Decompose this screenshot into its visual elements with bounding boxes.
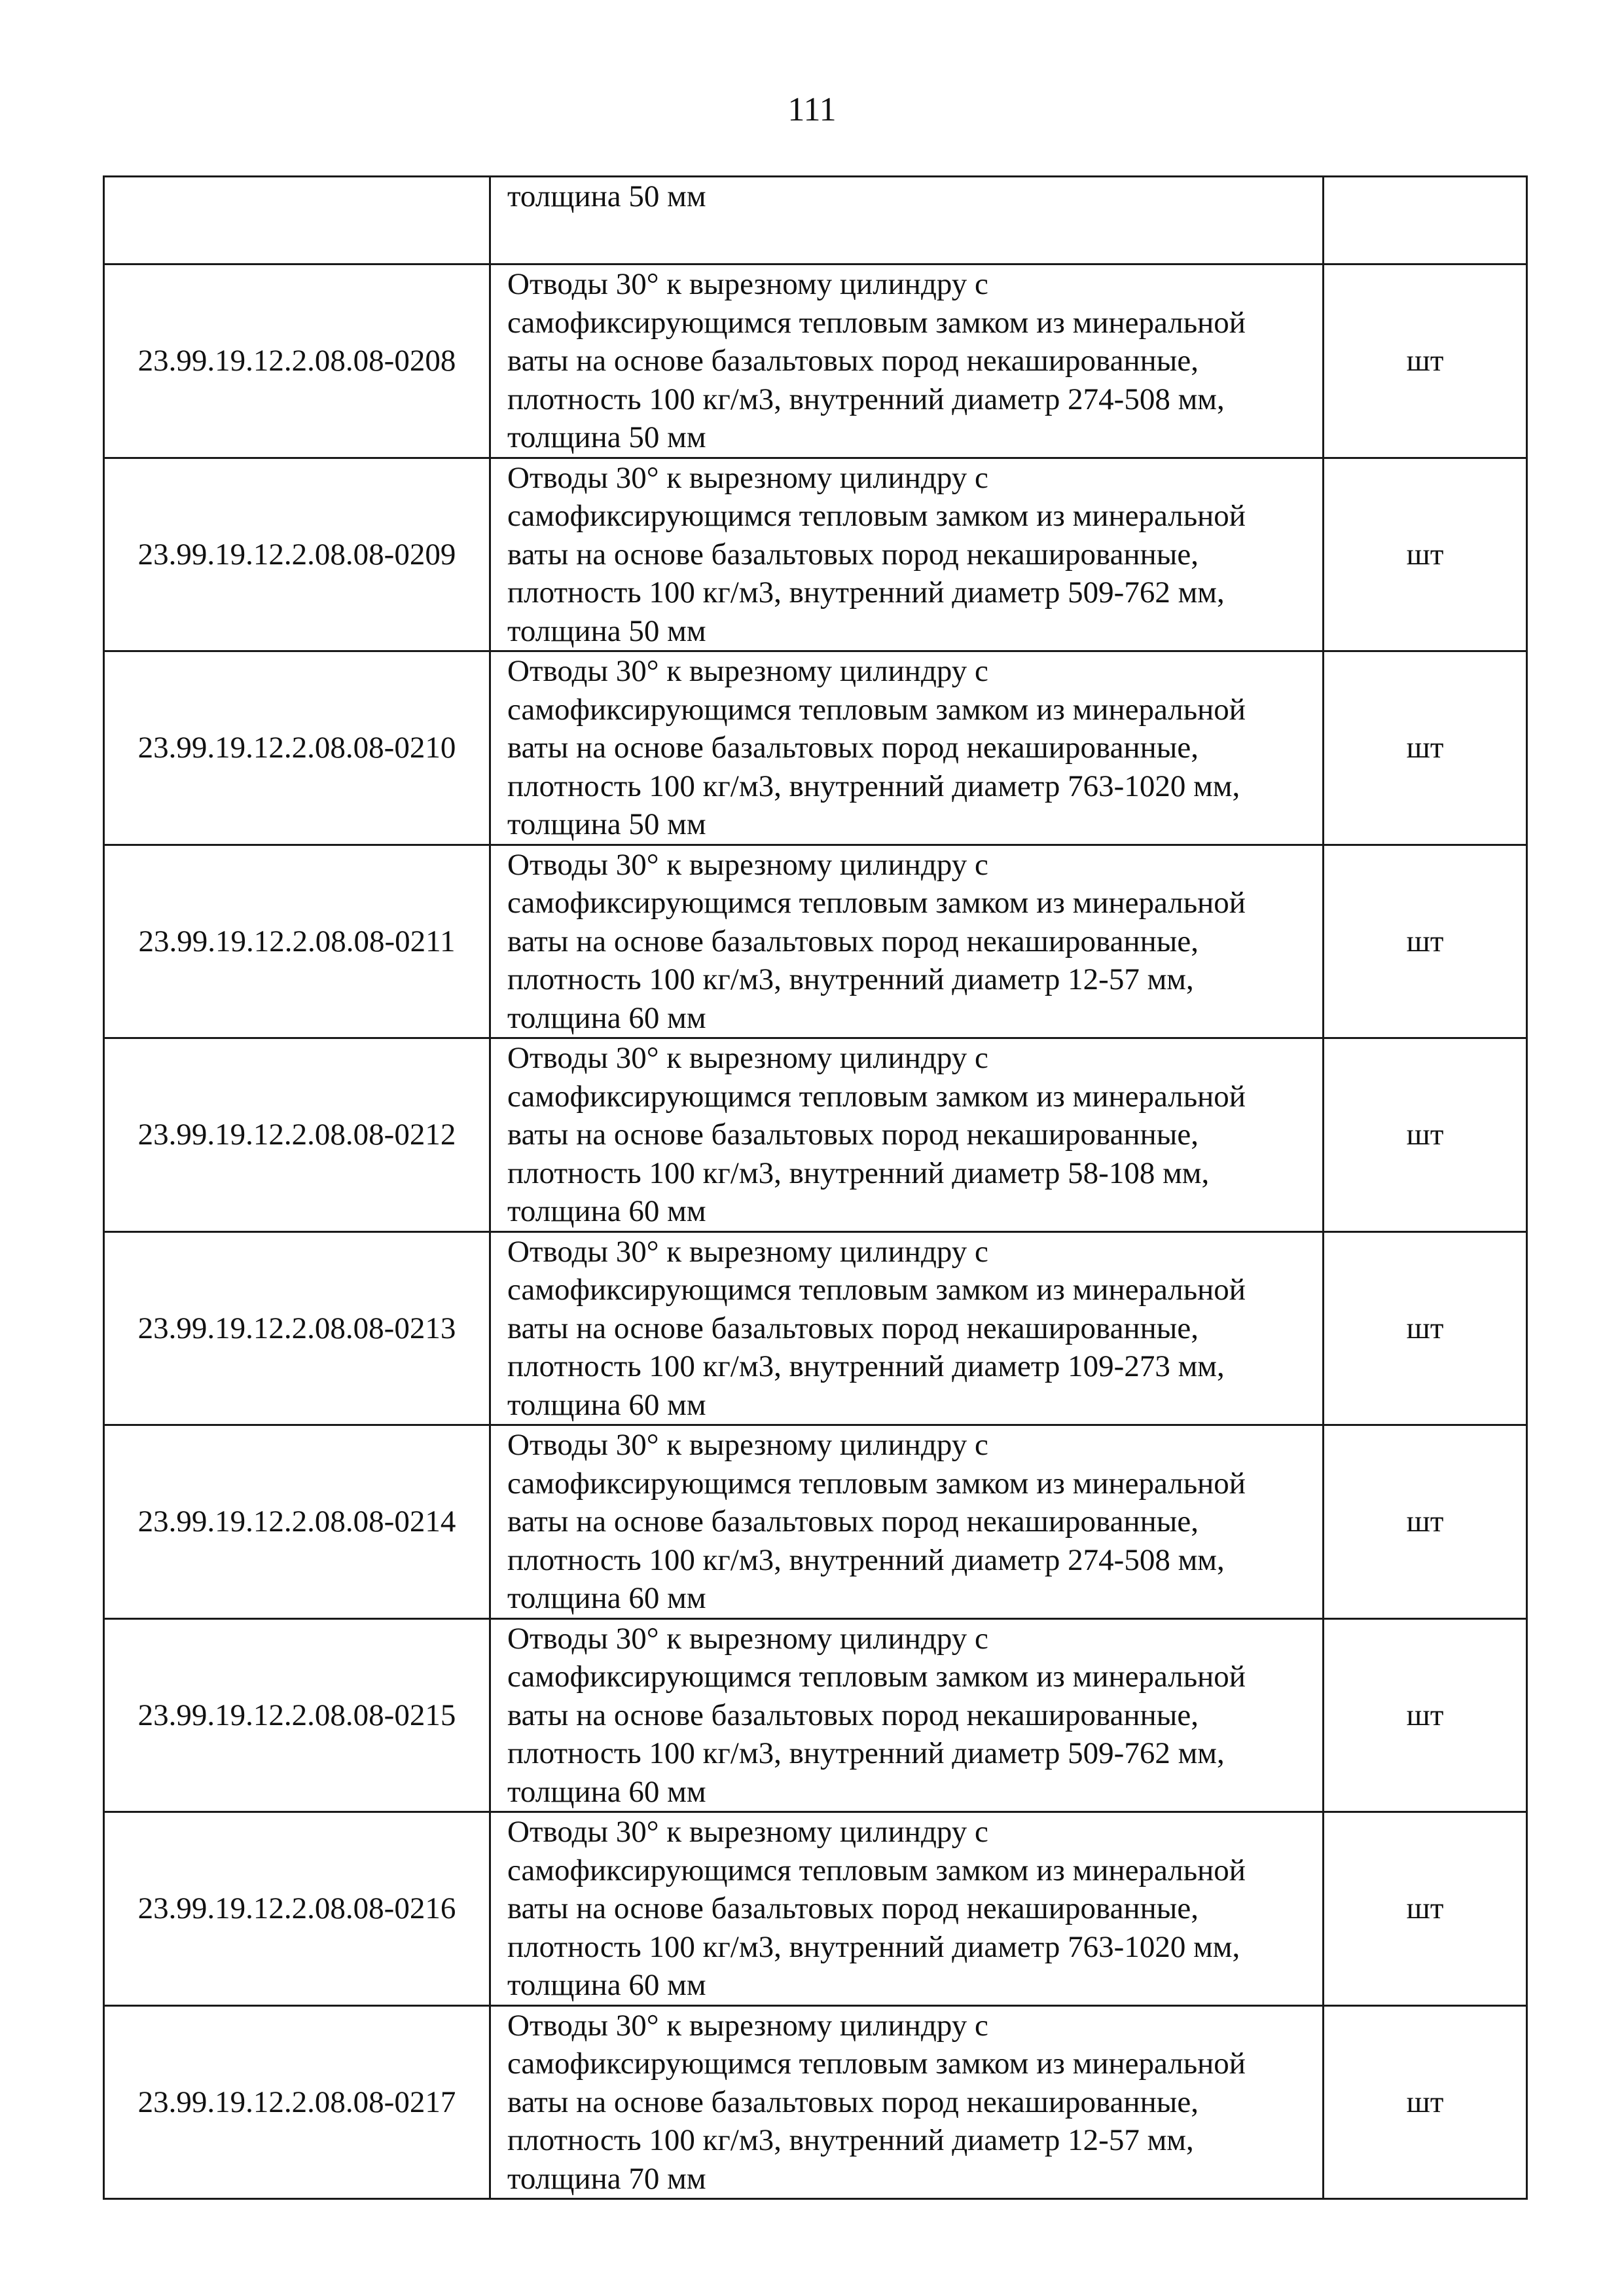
item-description: Отводы 30° к вырезному цилиндру с самофиксирующимся тепловым замком из минеральной ваты на основе базальтовых пород некашированные, плотность 100 кг/м3, внутренний диаметр 509-762 мм, толщина 60 мм bbox=[490, 1618, 1324, 1812]
item-code: 23.99.19.12.2.08.08-0210 bbox=[104, 651, 490, 845]
item-description: Отводы 30° к вырезному цилиндру с самофиксирующимся тепловым замком из минеральной ваты на основе базальтовых пород некашированные, плотность 100 кг/м3, внутренний диаметр 509-762 мм, толщина 50 мм bbox=[490, 458, 1324, 651]
table-row bbox=[104, 458, 1527, 651]
item-unit: шт bbox=[1324, 651, 1527, 845]
item-code: 23.99.19.12.2.08.08-0208 bbox=[104, 264, 490, 458]
item-unit: шт bbox=[1324, 1812, 1527, 2006]
table-row bbox=[104, 2005, 1527, 2199]
item-description: Отводы 30° к вырезному цилиндру с самофиксирующимся тепловым замком из минеральной ваты на основе базальтовых пород некашированные, плотность 100 кг/м3, внутренний диаметр 763-1020 мм, толщина 60 мм bbox=[490, 1812, 1324, 2006]
continued-row bbox=[104, 177, 1527, 264]
table-row bbox=[104, 1038, 1527, 1232]
item-unit: шт bbox=[1324, 2005, 1527, 2199]
item-code: 23.99.19.12.2.08.08-0209 bbox=[104, 458, 490, 651]
item-unit: шт bbox=[1324, 845, 1527, 1038]
item-code: 23.99.19.12.2.08.08-0214 bbox=[104, 1425, 490, 1619]
table-row bbox=[104, 1425, 1527, 1619]
table-row bbox=[104, 1812, 1527, 2006]
item-unit: шт bbox=[1324, 264, 1527, 458]
table-row bbox=[104, 264, 1527, 458]
item-code: 23.99.19.12.2.08.08-0215 bbox=[104, 1618, 490, 1812]
item-description: толщина 50 мм bbox=[490, 177, 1324, 264]
item-description: Отводы 30° к вырезному цилиндру с самофиксирующимся тепловым замком из минеральной ваты на основе базальтовых пород некашированные, плотность 100 кг/м3, внутренний диаметр 274-508 мм, толщина 60 мм bbox=[490, 1425, 1324, 1619]
item-description: Отводы 30° к вырезному цилиндру с самофиксирующимся тепловым замком из минеральной ваты на основе базальтовых пород некашированные, плотность 100 кг/м3, внутренний диаметр 12-57 мм, толщина 60 мм bbox=[490, 845, 1324, 1038]
table-row bbox=[104, 1231, 1527, 1425]
item-description: Отводы 30° к вырезному цилиндру с самофиксирующимся тепловым замком из минеральной ваты на основе базальтовых пород некашированные, плотность 100 кг/м3, внутренний диаметр 58-108 мм, толщина 60 мм bbox=[490, 1038, 1324, 1232]
item-code: 23.99.19.12.2.08.08-0213 bbox=[104, 1231, 490, 1425]
item-code bbox=[104, 177, 490, 264]
table-row bbox=[104, 845, 1527, 1038]
item-code: 23.99.19.12.2.08.08-0212 bbox=[104, 1038, 490, 1232]
item-description: Отводы 30° к вырезному цилиндру с самофиксирующимся тепловым замком из минеральной ваты на основе базальтовых пород некашированные, плотность 100 кг/м3, внутренний диаметр 109-273 мм, толщина 60 мм bbox=[490, 1231, 1324, 1425]
item-description: Отводы 30° к вырезному цилиндру с самофиксирующимся тепловым замком из минеральной ваты на основе базальтовых пород некашированные, плотность 100 кг/м3, внутренний диаметр 274-508 мм, толщина 50 мм bbox=[490, 264, 1324, 458]
item-code: 23.99.19.12.2.08.08-0216 bbox=[104, 1812, 490, 2006]
item-code: 23.99.19.12.2.08.08-0211 bbox=[104, 845, 490, 1038]
item-description: Отводы 30° к вырезному цилиндру с самофиксирующимся тепловым замком из минеральной ваты на основе базальтовых пород некашированные, плотность 100 кг/м3, внутренний диаметр 763-1020 мм, толщина 50 мм bbox=[490, 651, 1324, 845]
item-unit bbox=[1324, 177, 1527, 264]
item-unit: шт bbox=[1324, 458, 1527, 651]
item-unit: шт bbox=[1324, 1618, 1527, 1812]
table-row bbox=[104, 651, 1527, 845]
item-unit: шт bbox=[1324, 1425, 1527, 1619]
page-number: 111 bbox=[787, 91, 837, 128]
item-unit: шт bbox=[1324, 1231, 1527, 1425]
table-row bbox=[104, 1618, 1527, 1812]
item-description: Отводы 30° к вырезному цилиндру с самофиксирующимся тепловым замком из минеральной ваты на основе базальтовых пород некашированные, плотность 100 кг/м3, внутренний диаметр 12-57 мм, толщина 70 мм bbox=[490, 2005, 1324, 2199]
item-code: 23.99.19.12.2.08.08-0217 bbox=[104, 2005, 490, 2199]
materials-table-body bbox=[104, 177, 1527, 2199]
materials-table bbox=[103, 175, 1528, 2200]
item-unit: шт bbox=[1324, 1038, 1527, 1232]
